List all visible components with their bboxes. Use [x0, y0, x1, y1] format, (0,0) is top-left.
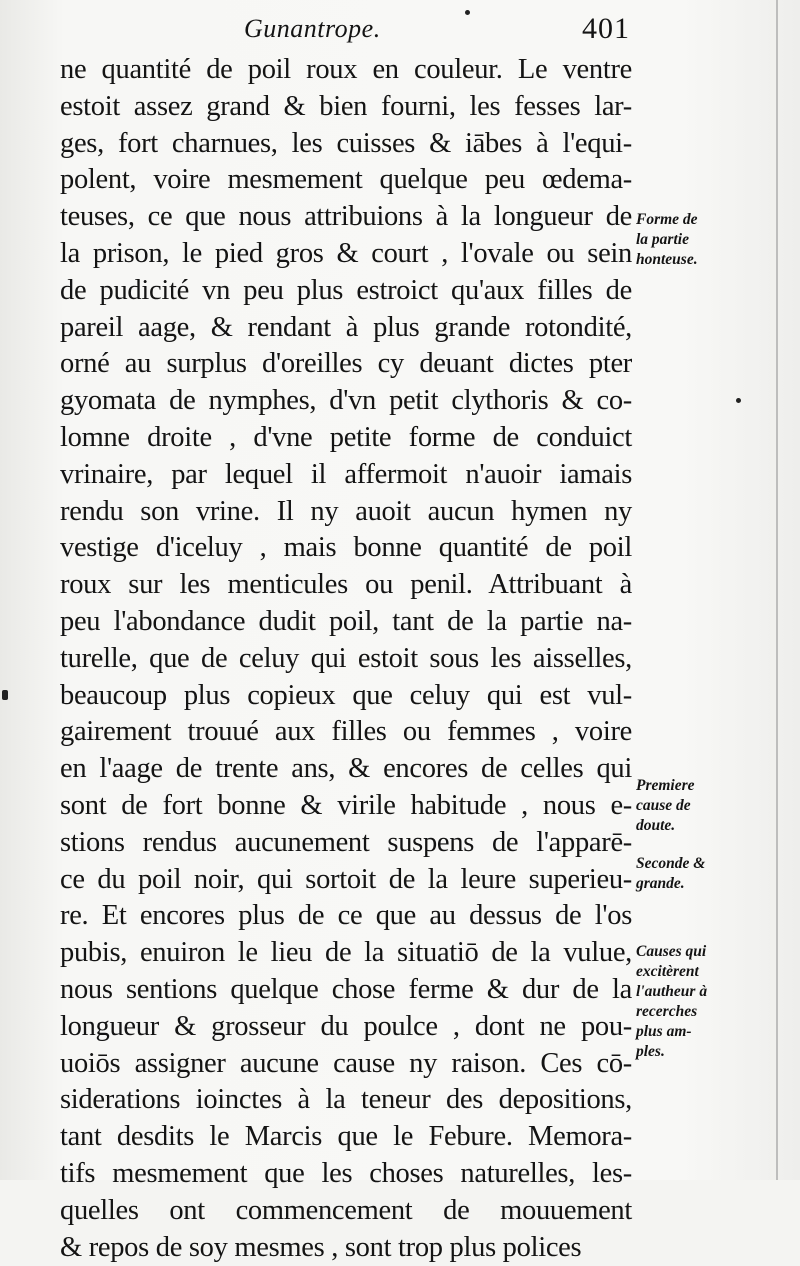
text-line: estoit assez grand & bien fourni, les fesses lar-: [60, 89, 632, 126]
text-line: vrinaire, par lequel il affermoit n'auoir iamais: [60, 457, 632, 494]
text-line: vestige d'iceluy , mais bonne quantité de poil: [60, 530, 632, 567]
print-speck: [2, 690, 8, 700]
text-line: gyomata de nymphes, d'vn petit clythoris & co-: [60, 383, 632, 420]
margin-note-line: doute.: [636, 816, 766, 836]
text-line: roux sur les menticules ou penil. Attribuant à: [60, 567, 632, 604]
text-line: re. Et encores plus de ce que au dessus de l'os: [60, 898, 632, 935]
text-line: ce du poil noir, qui sortoit de la leure superieu-: [60, 862, 632, 899]
text-line: uoiōs assigner aucune cause ny raison. Ces cō-: [60, 1046, 632, 1083]
margin-note: [636, 854, 766, 894]
margin-note: [636, 942, 766, 1062]
page-edge-line: [776, 0, 778, 1180]
margin-note-line: excitèrent: [636, 962, 766, 982]
print-speck: [465, 10, 470, 15]
text-line: la prison, le pied gros & court , l'ovale ou sein: [60, 236, 632, 273]
text-line: de pudicité vn peu plus estroict qu'aux filles de: [60, 273, 632, 310]
text-line: lomne droite , d'vne petite forme de conduict: [60, 420, 632, 457]
margin-note-line: grande.: [636, 874, 766, 894]
margin-note-line: Forme de: [636, 210, 766, 230]
margin-note-line: Premiere: [636, 776, 766, 796]
text-line: peu l'abondance dudit poil, tant de la partie na-: [60, 604, 632, 641]
margin-note: [636, 210, 766, 270]
margin-note-line: ples.: [636, 1042, 766, 1062]
margin-note-line: recerches: [636, 1002, 766, 1022]
text-line: beaucoup plus copieux que celuy qui est vul-: [60, 678, 632, 715]
text-line: orné au surplus d'oreilles cy deuant dictes pter: [60, 346, 632, 383]
text-line: quelles ont commencement de mouuement: [60, 1193, 632, 1230]
text-line: sont de fort bonne & virile habitude , nous e-: [60, 788, 632, 825]
text-line: gairement trouué aux filles ou femmes , voire: [60, 714, 632, 751]
body-text: [60, 52, 632, 1266]
print-speck: [736, 398, 741, 403]
text-line: ges, fort charnues, les cuisses & iābes à l'equi-: [60, 126, 632, 163]
text-line: & repos de soy mesmes , sont trop plus polices: [60, 1230, 632, 1266]
text-line: stions rendus aucunement suspens de l'apparē-: [60, 825, 632, 862]
margin-note-line: la partie: [636, 230, 766, 250]
text-line: nous sentions quelque chose ferme & dur de la: [60, 972, 632, 1009]
text-line: tant desdits le Marcis que le Febure. Memora-: [60, 1119, 632, 1156]
margin-note-line: cause de: [636, 796, 766, 816]
margin-note-line: Seconde &: [636, 854, 766, 874]
text-line: siderations ioinctes à la teneur des depositions,: [60, 1082, 632, 1119]
text-line: rendu son vrine. Il ny auoit aucun hymen ny: [60, 494, 632, 531]
margin-note-line: plus am-: [636, 1022, 766, 1042]
margin-note-line: Causes qui: [636, 942, 766, 962]
text-line: pareil aage, & rendant à plus grande rotondité,: [60, 310, 632, 347]
text-line: longueur & grosseur du poulce , dont ne pou-: [60, 1009, 632, 1046]
margin-note-line: honteuse.: [636, 250, 766, 270]
margin-note: [636, 776, 766, 836]
text-line: teuses, ce que nous attribuions à la longueur de: [60, 199, 632, 236]
text-line: pubis, enuiron le lieu de la situatiō de la vulue,: [60, 935, 632, 972]
text-line: polent, voire mesmement quelque peu œdema-: [60, 162, 632, 199]
text-line: tifs mesmement que les choses naturelles, les-: [60, 1156, 632, 1193]
running-head: Gunantrope.: [244, 14, 381, 44]
text-line: ne quantité de poil roux en couleur. Le ventre: [60, 52, 632, 89]
text-line: en l'aage de trente ans, & encores de celles qui: [60, 751, 632, 788]
margin-note-line: l'autheur à: [636, 982, 766, 1002]
page-number: 401: [582, 12, 630, 46]
text-line: turelle, que de celuy qui estoit sous les aisselles,: [60, 641, 632, 678]
